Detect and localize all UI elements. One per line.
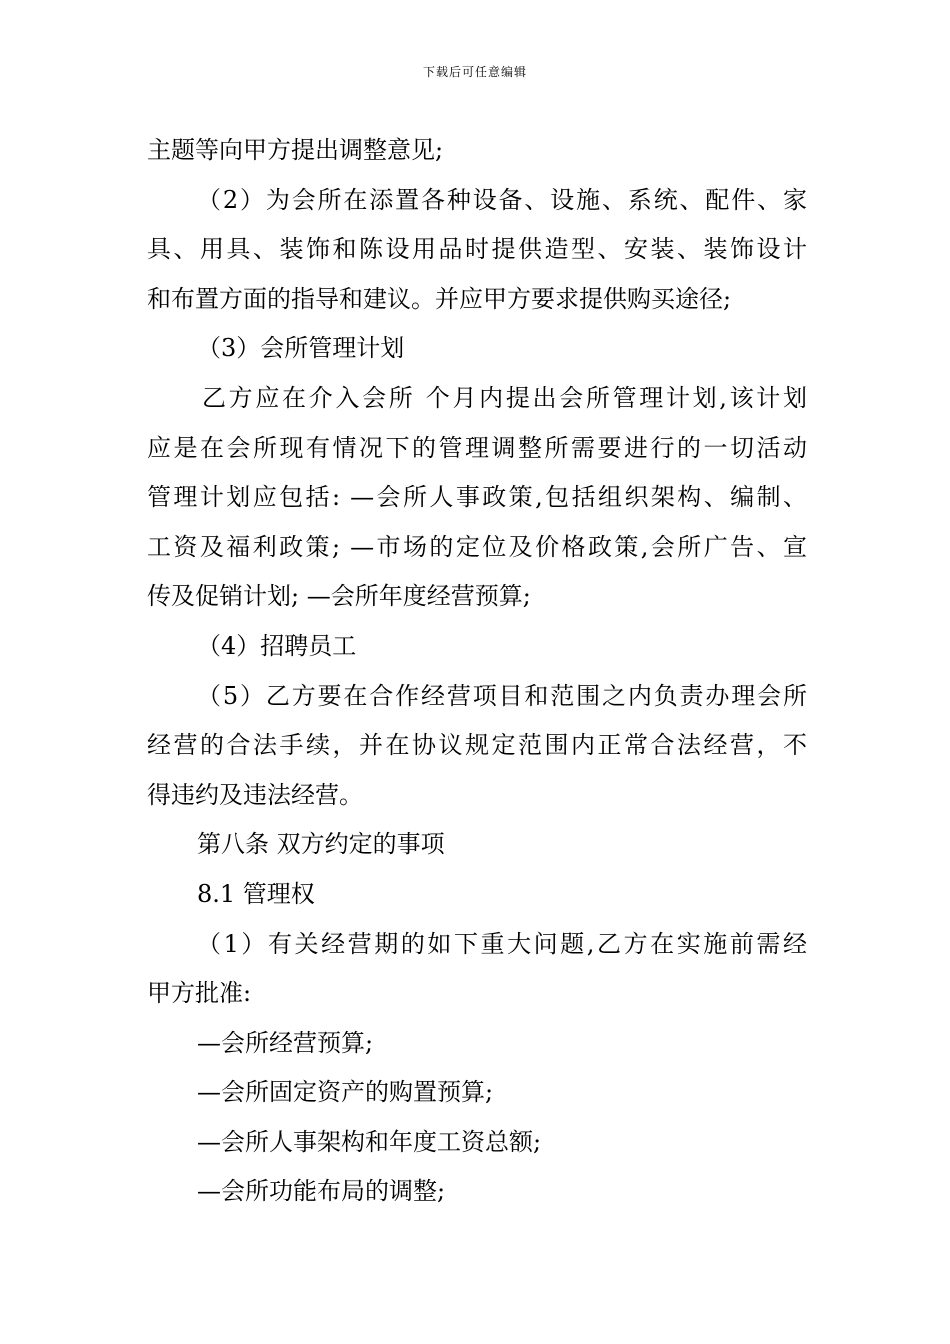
text-line: 甲方批准:: [147, 979, 252, 1008]
text-line: 主题等向甲方提出调整意见;: [147, 136, 444, 164]
text-line: （2）为会所在添置各种设备、设施、系统、配件、家: [197, 185, 807, 214]
document-body: [147, 126, 807, 1217]
text-line: 管理计划应包括: —会所人事政策,包括组织架构、编制、: [147, 483, 807, 512]
text-line: 应是在会所现有情况下的管理调整所需要进行的一切活动: [147, 433, 807, 462]
text-line: 工资及福利政策; —市场的定位及价格政策,会所广告、宣: [147, 532, 807, 561]
list-item: —会所人事架构和年度工资总额;: [197, 1127, 542, 1156]
page-header: 下载后可任意编辑: [422, 65, 527, 79]
text-line: （5）乙方要在合作经营项目和范围之内负责办理会所: [197, 681, 807, 710]
text-line: 得违约及违法经营。: [147, 780, 363, 809]
text-line: （1）有关经营期的如下重大问题,乙方在实施前需经: [197, 929, 807, 958]
section-heading: 第八条 双方约定的事项: [197, 830, 445, 859]
list-item: —会所功能布局的调整;: [197, 1177, 446, 1206]
text-line: （3）会所管理计划: [197, 334, 405, 363]
text-line: （4）招聘员工: [197, 631, 357, 660]
text-line: 经营的合法手续，并在协议规定范围内正常合法经营，不: [147, 731, 807, 760]
subsection-heading: 8.1 管理权: [197, 879, 315, 908]
text-line: 和布置方面的指导和建议。并应甲方要求提供购买途径;: [147, 284, 732, 313]
text-line: 乙方应在介入会所 个月内提出会所管理计划,该计划: [202, 383, 807, 412]
text-line: 具、用具、装饰和陈设用品时提供造型、安装、装饰设计: [147, 235, 807, 264]
text-line: 传及促销计划; —会所年度经营预算;: [147, 582, 531, 611]
list-item: —会所经营预算;: [197, 1028, 374, 1057]
list-item: —会所固定资产的购置预算;: [197, 1078, 494, 1107]
